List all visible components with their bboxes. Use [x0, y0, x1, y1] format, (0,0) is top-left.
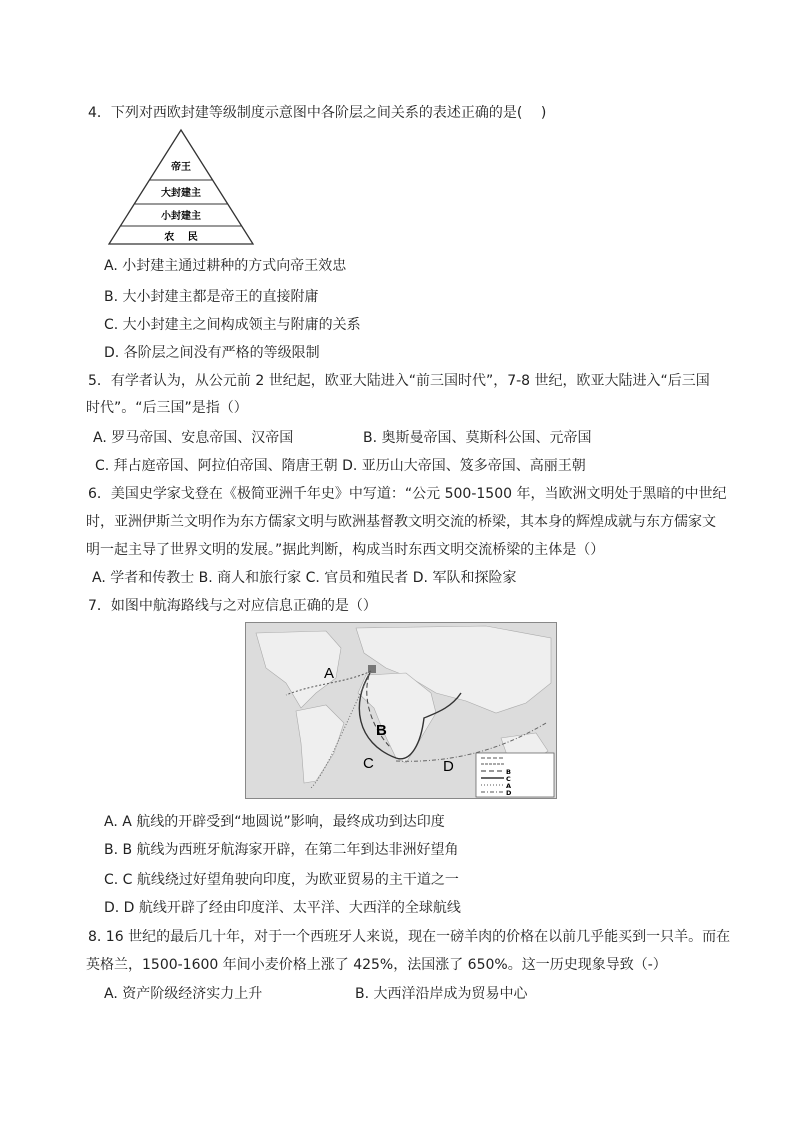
option-a: A. 小封建主通过耕种的方式向帝王效忠: [104, 258, 347, 274]
options-line: A. 学者和传教士 B. 商人和旅行家 C. 官员和殖民者 D. 军队和探险家: [92, 570, 517, 586]
legend-d: D: [506, 789, 512, 797]
option-b: B. 奥斯曼帝国、莫斯科公国、元帝国: [363, 430, 592, 446]
option-d: D. 各阶层之间没有严格的等级限制: [104, 345, 320, 361]
option-c-d: C. 拜占庭帝国、阿拉伯帝国、隋唐王朝 D. 亚历山大帝国、笈多帝国、高丽王朝: [95, 458, 586, 474]
navigation-routes-map: [245, 622, 557, 799]
pyramid-level: 农 民: [164, 232, 198, 243]
pyramid-level: 大封建主: [161, 188, 201, 199]
legend-c: C: [506, 775, 511, 783]
legend-a: A: [506, 782, 512, 790]
feudal-hierarchy-pyramid: [106, 128, 256, 248]
question-stem: 5．有学者认为，从公元前 2 世纪起，欧亚大陆进入“前三国时代”，7-8 世纪，欧亚大陆进入“后三国: [88, 373, 710, 389]
option-c: C. 大小封建主之间构成领主与附庸的关系: [104, 317, 361, 333]
pyramid-level: 帝王: [171, 162, 191, 173]
question-stem: 时，亚洲伊斯兰文明作为东方儒家文明与欧洲基督教文明交流的桥梁，其本身的辉煌成就与东方儒家文: [86, 514, 716, 530]
pyramid-level: 小封建主: [161, 211, 201, 222]
option-a: A. 资产阶级经济实力上升: [104, 986, 263, 1002]
option-c: C. C 航线绕过好望角驶向印度，为欧亚贸易的主干道之一: [104, 872, 459, 888]
option-a: A. 罗马帝国、安息帝国、汉帝国: [93, 430, 294, 446]
legend-b: B: [506, 768, 511, 776]
route-label-a: A: [324, 665, 335, 682]
option-b: B. B 航线为西班牙航海家开辟，在第二年到达非洲好望角: [104, 842, 459, 858]
question-stem: 7．如图中航海路线与之对应信息正确的是（）: [88, 598, 377, 614]
route-label-c: C: [363, 755, 374, 772]
map-legend: [476, 753, 554, 797]
question-stem: 时代”。“后三国”是指（）: [86, 400, 248, 416]
option-b: B. 大西洋沿岸成为贸易中心: [355, 986, 528, 1002]
option-b: B. 大小封建主都是帝王的直接附庸: [104, 289, 319, 305]
option-d: D. D 航线开辟了经由印度洋、太平洋、大西洋的全球航线: [104, 900, 461, 916]
question-stem: 6．美国史学家戈登在《极简亚洲千年史》中写道：“公元 500-1500 年，当欧洲文明处于黑暗的中世纪: [88, 486, 727, 502]
question-stem: 8. 16 世纪的最后几十年，对于一个西班牙人来说，现在一磅羊肉的价格在以前几乎能买到一只羊。而在: [88, 929, 731, 945]
question-stem: 英格兰，1500-1600 年间小麦价格上涨了 425%，法国涨了 650%。这一历史现象导致（-）: [86, 957, 667, 973]
route-label-d: D: [443, 758, 454, 775]
option-a: A. A 航线的开辟受到“地圆说”影响，最终成功到达印度: [104, 814, 445, 830]
question-stem: 明一起主导了世界文明的发展。”据此判断，构成当时东西文明交流桥梁的主体是（）: [86, 542, 605, 558]
route-label-b: B: [376, 722, 387, 739]
question-stem: 4．下列对西欧封建等级制度示意图中各阶层之间关系的表述正确的是( ): [88, 105, 547, 121]
